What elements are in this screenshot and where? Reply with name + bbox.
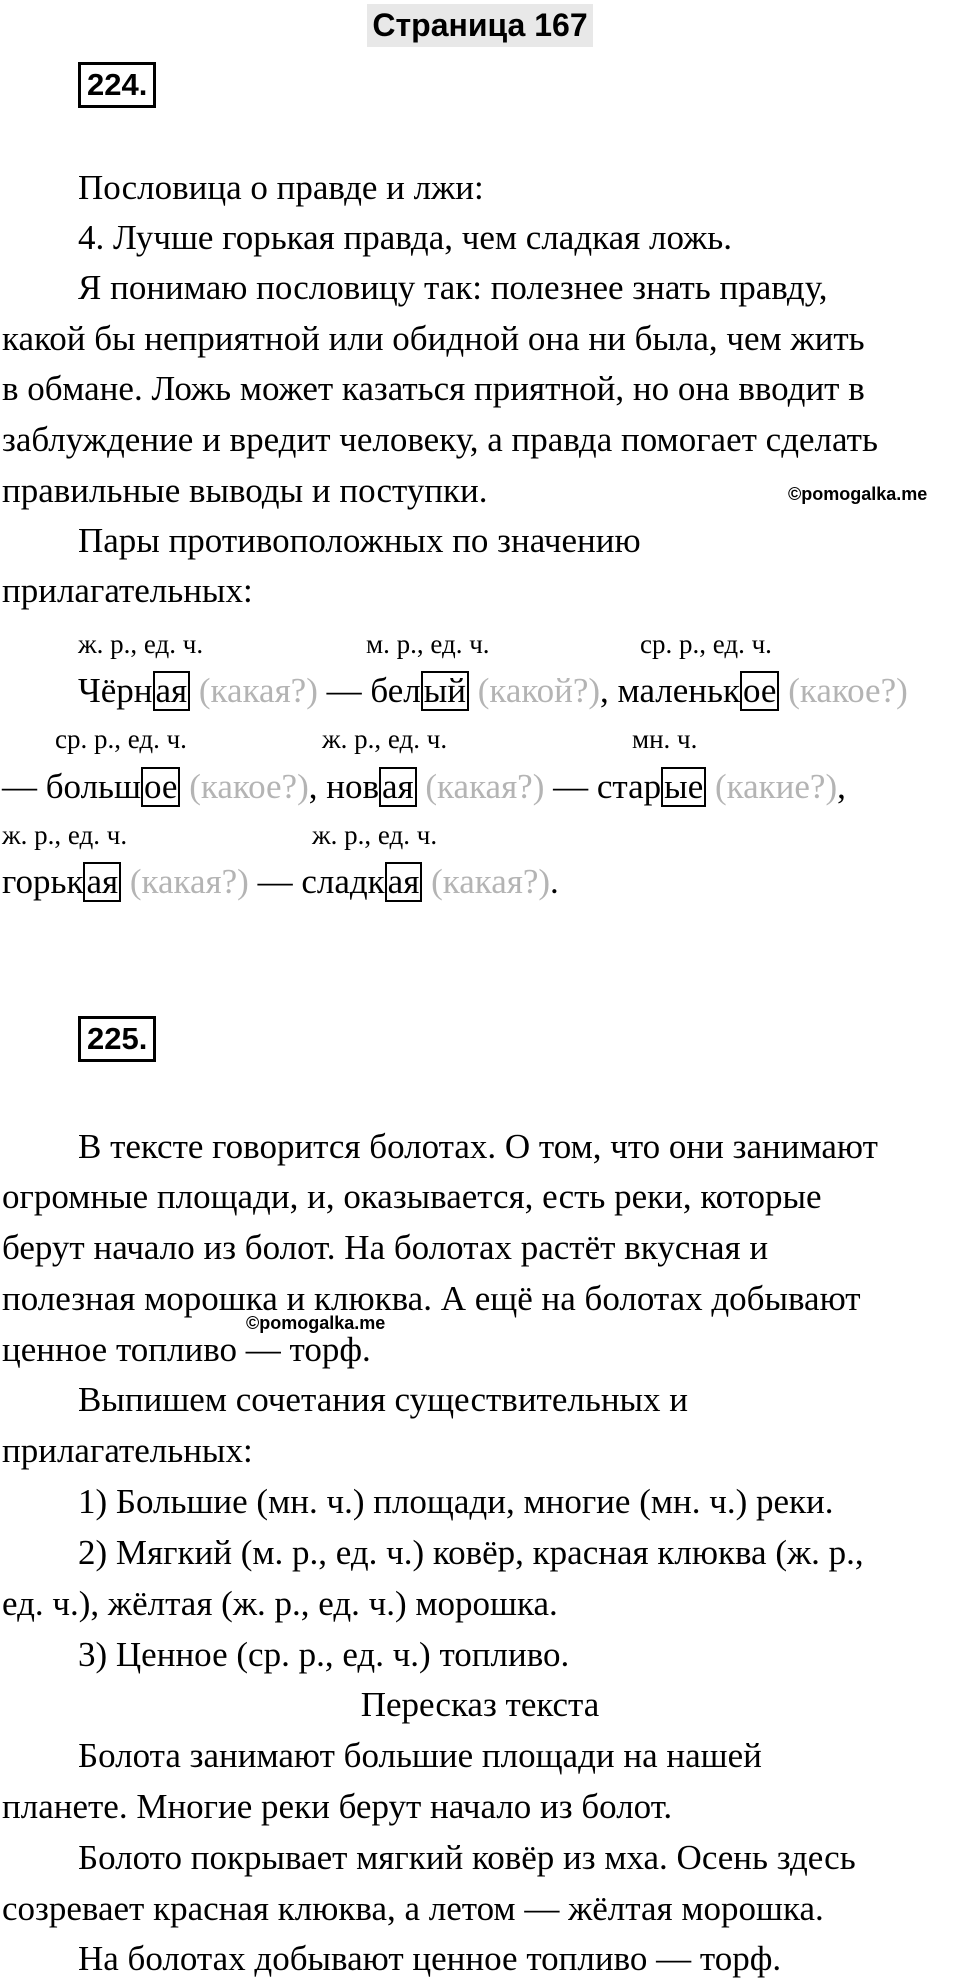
separator: ,	[308, 767, 327, 806]
text-line: На болотах добывают ценное топливо — торф.	[78, 1939, 782, 1978]
list-item: 3) Ценное (ср. р., ед. ч.) топливо.	[78, 1635, 570, 1674]
text-line: Пословица о правде и лжи:	[78, 168, 484, 207]
question-hint: (какая?)	[190, 671, 318, 710]
word-stem: больш	[45, 767, 141, 806]
word-stem: стар	[596, 767, 662, 806]
grammar-label: ср. р., ед. ч.	[55, 724, 187, 754]
dash: —	[248, 862, 302, 901]
text-line: ед. ч.), жёлтая (ж. р., ед. ч.) морошка.	[2, 1584, 558, 1623]
dash: —	[544, 767, 597, 806]
grammar-label: ж. р., ед. ч.	[322, 724, 448, 754]
separator: ,	[837, 767, 846, 806]
grammar-label: ср. р., ед. ч.	[640, 629, 772, 659]
grammar-label: ж. р., ед. ч.	[78, 629, 204, 659]
text-line: Пары противоположных по значению	[78, 521, 641, 560]
exercise-number-225: 225.	[78, 1016, 156, 1062]
text-line: В тексте говорится болотах. О том, что они занимают	[78, 1127, 878, 1166]
ending-box: ая	[379, 767, 417, 807]
grammar-label: мн. ч.	[632, 724, 698, 754]
ending-box: ый	[421, 671, 469, 711]
text-line: Болото покрывает мягкий ковёр из мха. Осень здесь	[78, 1838, 856, 1877]
ending-box: ая	[385, 862, 423, 902]
text-line: Выпишем сочетания существительных и	[78, 1380, 689, 1419]
question-hint: (какое?)	[180, 767, 309, 806]
ending-box: ые	[661, 767, 706, 807]
text-line: 4. Лучше горькая правда, чем сладкая ложь.	[78, 218, 732, 257]
adjective-pairs-line	[78, 666, 908, 716]
ending-box: ая	[153, 671, 191, 711]
text-line: берут начало из болот. На болотах растёт вкусная и	[2, 1228, 769, 1267]
adjective-pairs-line	[2, 762, 846, 812]
list-item: 1) Большие (мн. ч.) площади, многие (мн. ч.) реки.	[78, 1482, 834, 1521]
text-line: заблуждение и вредит человеку, а правда помогает сделать	[2, 420, 878, 459]
text-line: полезная морошка и клюква. А ещё на болотах добывают	[2, 1279, 861, 1318]
word-stem: бел	[370, 671, 421, 710]
text-line: планете. Многие реки берут начало из болот.	[2, 1787, 673, 1826]
page-title: Страница 167	[367, 4, 593, 47]
text-line: огромные площади, и, оказывается, есть реки, которые	[2, 1177, 822, 1216]
section-heading: Пересказ текста	[360, 1685, 600, 1724]
text-line: Болота занимают большие площади на нашей	[78, 1736, 762, 1775]
watermark: ©pomogalka.me	[246, 1313, 386, 1333]
grammar-label: ж. р., ед. ч.	[2, 820, 128, 850]
question-hint: (какие?)	[706, 767, 838, 806]
grammar-label: м. р., ед. ч.	[366, 629, 490, 659]
text-line: в обмане. Ложь может казаться приятной, но она вводит в	[2, 369, 865, 408]
ending-box: ое	[141, 767, 180, 807]
word-stem: горьк	[2, 862, 84, 901]
text-line: Я понимаю пословицу так: полезнее знать правду,	[78, 268, 828, 307]
adjective-pairs-line	[2, 857, 559, 907]
separator: ,	[600, 671, 618, 710]
word-stem: маленьк	[617, 671, 740, 710]
word-stem: нов	[326, 767, 380, 806]
question-hint: (какая?)	[121, 862, 249, 901]
exercise-number-224: 224.	[78, 62, 156, 108]
question-hint: (какая?)	[416, 767, 545, 806]
text-line: правильные выводы и поступки.	[2, 471, 488, 510]
text-line: ценное топливо — торф.	[2, 1330, 371, 1369]
dash: —	[2, 767, 46, 806]
question-hint: (какая?)	[422, 862, 551, 901]
word-stem: сладк	[301, 862, 385, 901]
question-hint: (какое?)	[779, 671, 908, 710]
ending-box: ое	[740, 671, 779, 711]
text-line: какой бы неприятной или обидной она ни была, чем жить	[2, 319, 865, 358]
text-line: прилагательных:	[2, 1431, 253, 1470]
question-hint: (какой?)	[468, 671, 601, 710]
ending-box: ая	[83, 862, 121, 902]
watermark: ©pomogalka.me	[788, 484, 928, 504]
dash: —	[317, 671, 371, 710]
word-stem: Чёрн	[78, 671, 153, 710]
text-line: созревает красная клюква, а летом — жёлтая морошка.	[2, 1889, 824, 1928]
text-line: прилагательных:	[2, 571, 253, 610]
period: .	[550, 862, 559, 901]
list-item: 2) Мягкий (м. р., ед. ч.) ковёр, красная клюква (ж. р.,	[78, 1533, 864, 1572]
grammar-label: ж. р., ед. ч.	[312, 820, 438, 850]
